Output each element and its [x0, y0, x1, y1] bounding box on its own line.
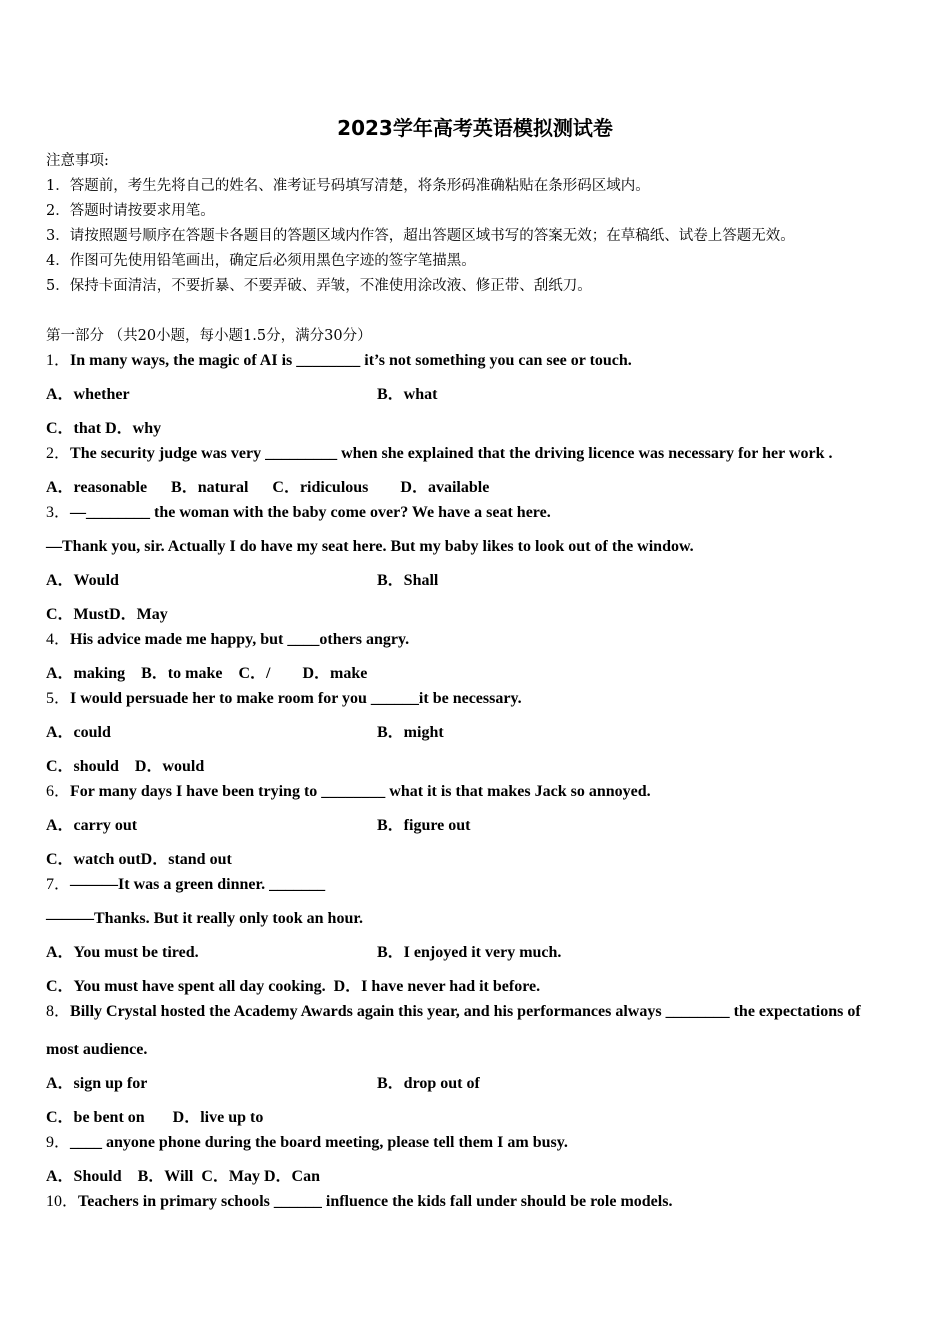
question-text: For many days I have been trying to ________ what it is that makes Jack so annoyed. — [70, 783, 651, 800]
option-c-d: C．MustD．May — [46, 606, 168, 623]
question-8 — [46, 1002, 861, 1022]
option-c-d: C．that D．why — [46, 420, 162, 437]
notice-heading: 注意事项: — [46, 153, 109, 169]
option-b: B．figure out — [377, 817, 471, 834]
option-b: B．I enjoyed it very much. — [377, 944, 562, 961]
question-text: ____ anyone phone during the board meeting, please tell them I am busy. — [70, 1134, 568, 1151]
question-number: 8． — [46, 1003, 71, 1020]
option-c-d: C．You must have spent all day cooking. D．I have never had it before. — [46, 978, 541, 995]
question-text: Billy Crystal hosted the Academy Awards again this year, and his performances always ________ the expectations of — [70, 1003, 861, 1020]
question-number: 1． — [46, 352, 71, 369]
option-a: A．could — [46, 724, 111, 741]
question-6 — [46, 782, 651, 802]
option-a: A．carry out — [46, 817, 138, 834]
question-number: 9． — [46, 1134, 71, 1151]
question-number: 10． — [46, 1193, 79, 1210]
question-2 — [46, 444, 832, 464]
option-c-d: C．should D．would — [46, 758, 205, 775]
question-5 — [46, 689, 522, 709]
question-3 — [46, 503, 551, 523]
question-number: 3． — [46, 504, 71, 521]
question-text: —________ the woman with the baby come over? We have a seat here. — [70, 504, 551, 521]
question-number: 4． — [46, 631, 71, 648]
option-a: A．Would — [46, 572, 119, 589]
question-text-continued: —Thank you, sir. Actually I do have my seat here. But my baby likes to look out of the window. — [46, 538, 694, 555]
question-text: In many ways, the magic of AI is ________ it’s not something you can see or touch. — [70, 352, 632, 369]
options-row: A．Should B．Will C．May D．Can — [46, 1168, 320, 1185]
question-9 — [46, 1133, 568, 1153]
option-a: A．whether — [46, 386, 130, 403]
question-text-continued: most audience. — [46, 1041, 148, 1058]
notice-item-4: 4．作图可先使用铅笔画出，确定后必须用黑色字迹的签字笔描黑。 — [46, 253, 476, 269]
option-a: A．sign up for — [46, 1075, 148, 1092]
option-a: A．You must be tired. — [46, 944, 199, 961]
question-text: The security judge was very _________ when she explained that the driving licence was necessary for her work . — [70, 445, 833, 462]
question-number: 6． — [46, 783, 71, 800]
question-text: I would persuade her to make room for you ______it be necessary. — [70, 690, 522, 707]
question-number: 7． — [46, 876, 71, 893]
question-text: ———It was a green dinner. _______ — [70, 876, 326, 893]
options-row: A．reasonable B．natural C．ridiculous D．available — [46, 479, 490, 496]
question-text: Teachers in primary schools ______ influence the kids fall under should be role models. — [78, 1193, 673, 1210]
question-1 — [46, 351, 632, 371]
option-b: B．what — [377, 386, 438, 403]
option-c-d: C．watch outD．stand out — [46, 851, 232, 868]
notice-item-3: 3．请按照题号顺序在答题卡各题目的答题区域内作答，超出答题区域书写的答案无效；在草稿纸、试卷上答题无效。 — [46, 228, 795, 244]
option-b: B．Shall — [377, 572, 439, 589]
question-number: 5． — [46, 690, 71, 707]
notice-item-5: 5．保持卡面清洁，不要折暴、不要弄破、弄皱，不准使用涂改液、修正带、刮纸刀。 — [46, 278, 592, 294]
section-heading: 第一部分 （共20小题，每小题1.5分，满分30分） — [46, 328, 372, 344]
option-b: B．might — [377, 724, 444, 741]
notice-item-2: 2．答题时请按要求用笔。 — [46, 203, 215, 219]
question-text-continued: ———Thanks. But it really only took an hour. — [46, 910, 363, 927]
option-b: B．drop out of — [377, 1075, 480, 1092]
options-row: A．making B．to make C．/ D．make — [46, 665, 368, 682]
option-c-d: C．be bent on D．live up to — [46, 1109, 264, 1126]
page-title: 2023学年高考英语模拟测试卷 — [337, 116, 613, 140]
question-7 — [46, 875, 325, 895]
notice-item-1: 1．答题前，考生先将自己的姓名、准考证号码填写清楚，将条形码准确粘贴在条形码区域内。 — [46, 178, 650, 194]
question-10 — [46, 1192, 672, 1212]
question-text: His advice made me happy, but ____others angry. — [70, 631, 410, 648]
question-4 — [46, 630, 409, 650]
question-number: 2． — [46, 445, 71, 462]
